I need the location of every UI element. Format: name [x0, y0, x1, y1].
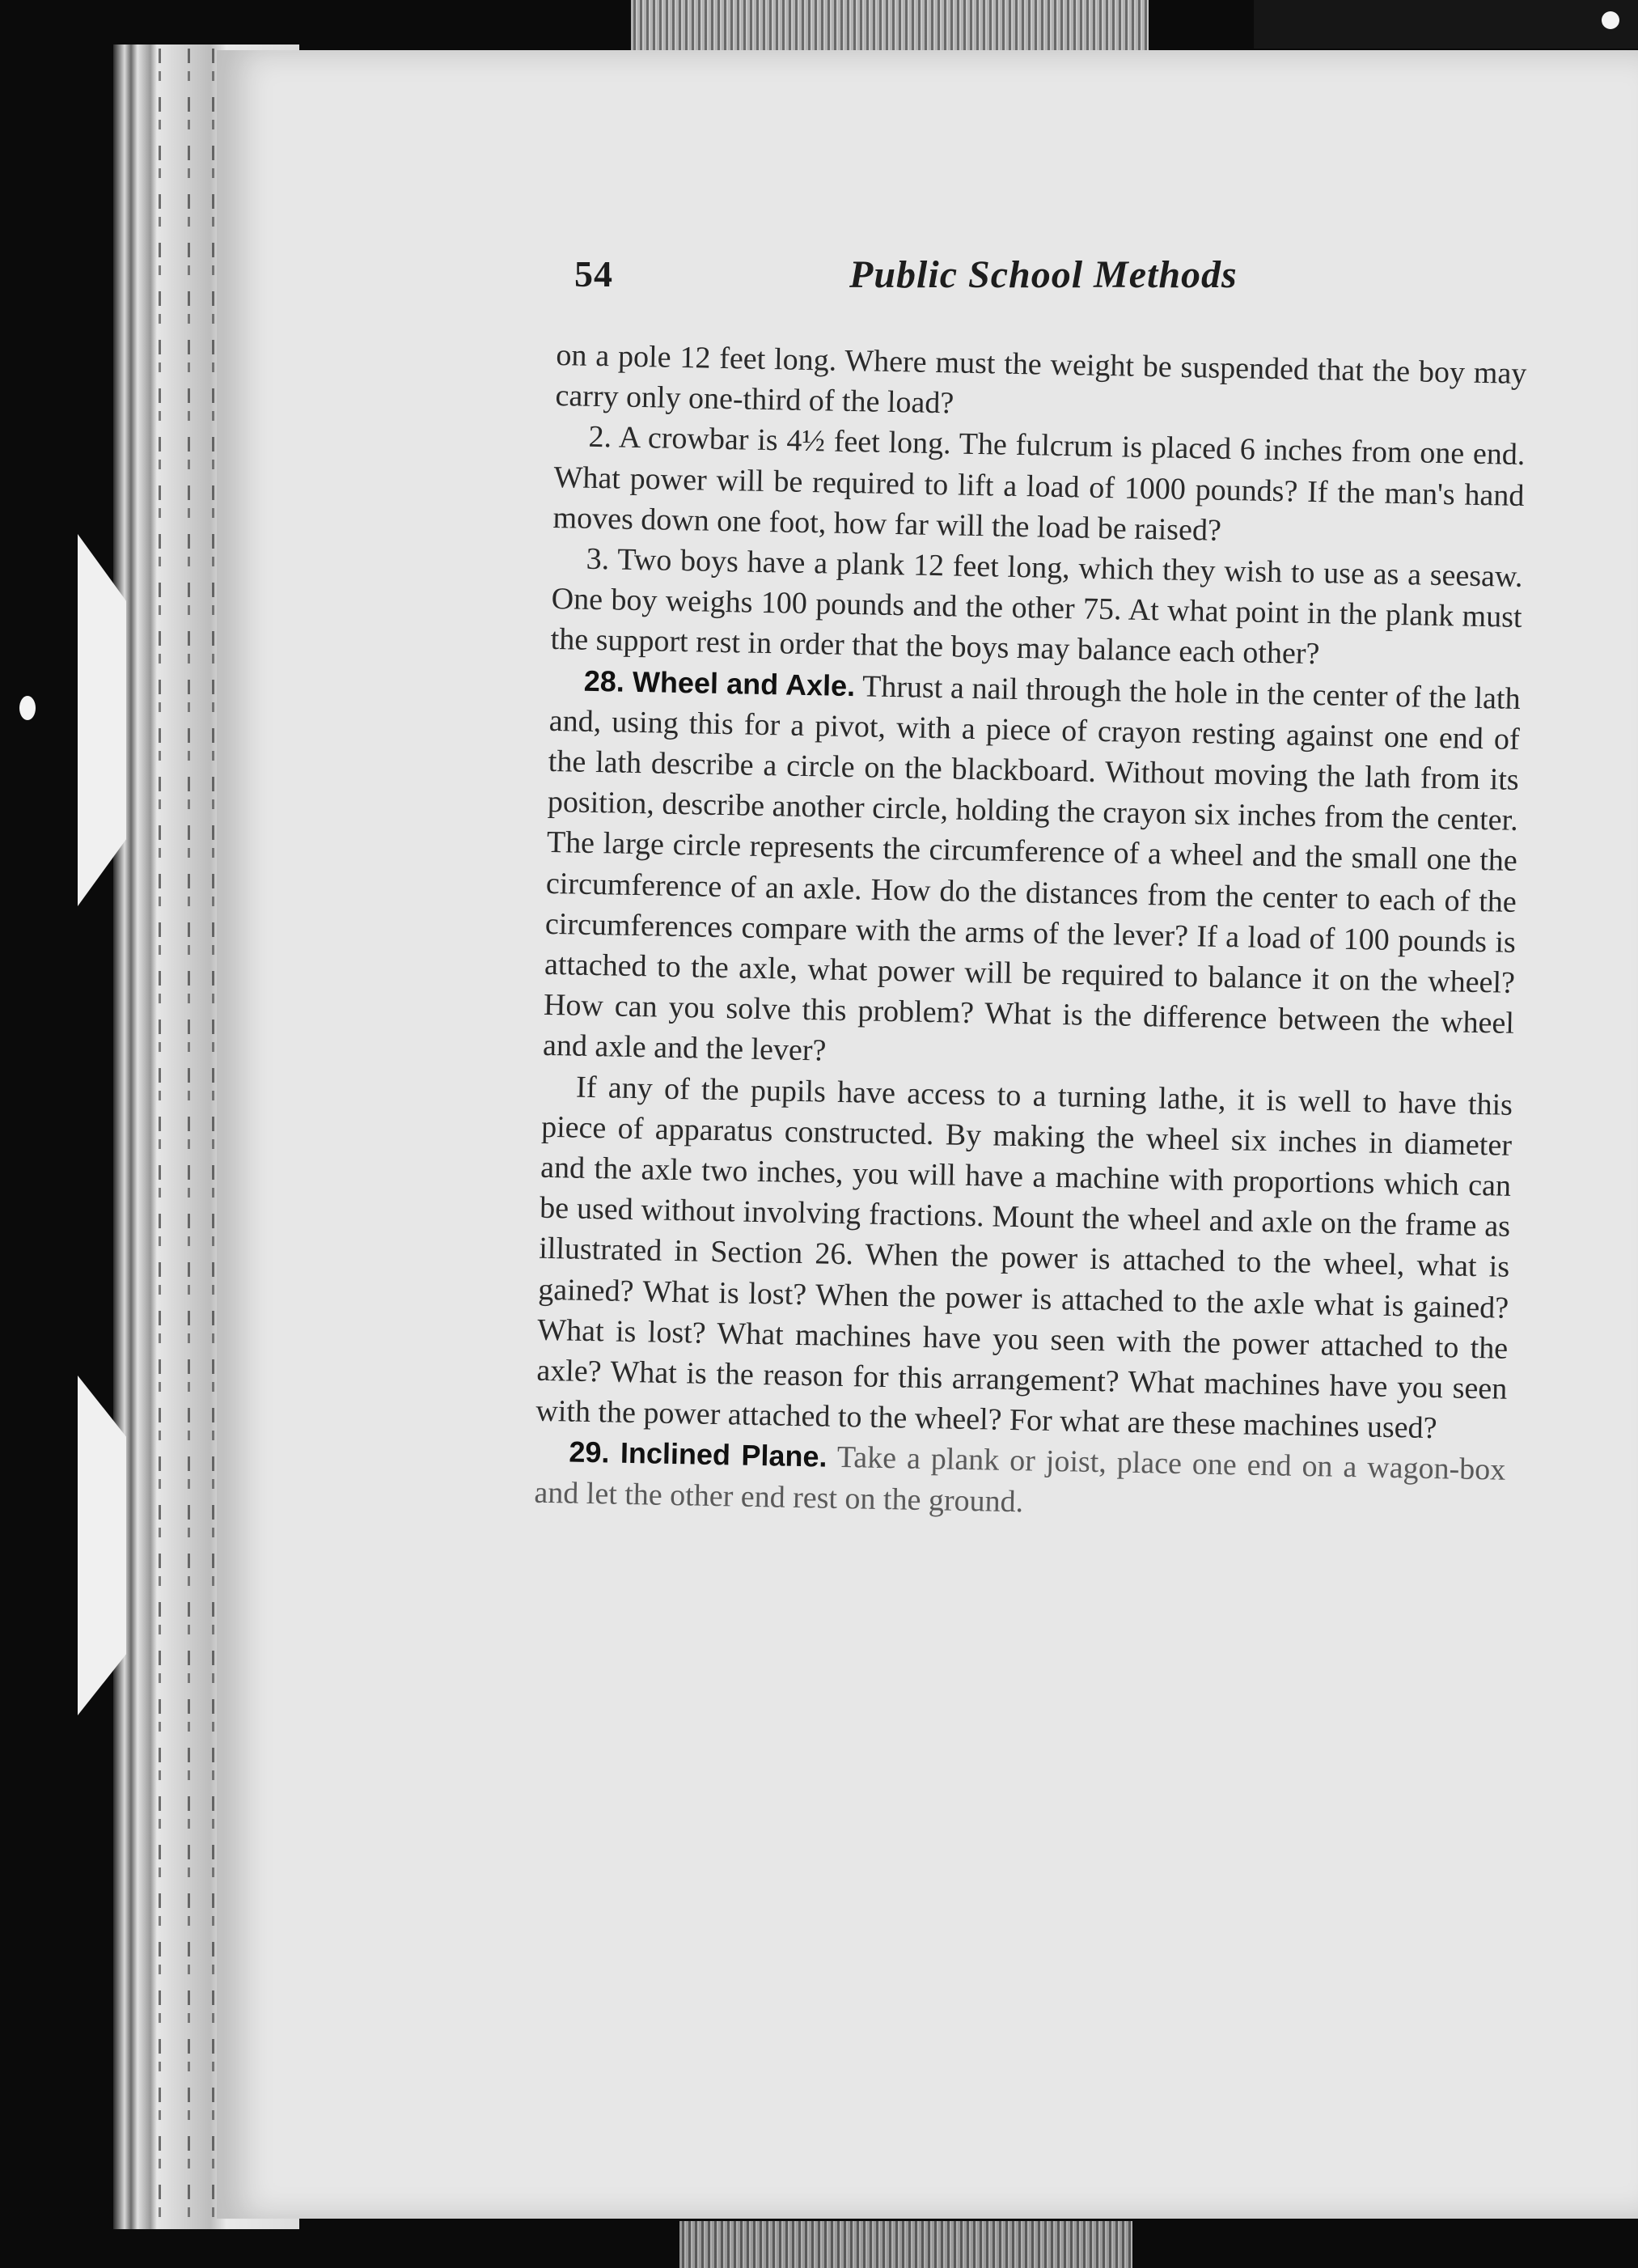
- page-header: [574, 252, 1545, 309]
- paragraph-text: If any of the pupils have access to a turning lathe, it is well to have this piece of apparatus constructed. By making the wheel six inches in diameter and the axle two inches, you will have a machine with proportions which can be used without involving fractions. Mount the wheel and axle on the frame as illustrated in Section 26. When the power is attached to the wheel, what is gained? What is lost? When the power is attached to the axle what is gained? What is lost? What machines have you seen with the power attached to the axle? What is the reason for this arrangement? What machines have you seen with the power attached to the wheel? For what are these machines used?: [535, 1070, 1513, 1446]
- section-heading: 28. Wheel and Axle.: [583, 663, 856, 702]
- paragraph: [552, 416, 1526, 557]
- paragraph-text: 3. Two boys have a plank 12 feet long, which they wish to use as a seesaw. One boy weighs 100 pounds and the other 75. At what point in the plank must the support rest in order that the boys may balance each other?: [550, 541, 1523, 672]
- page-body: [534, 335, 1527, 1532]
- paragraph-text: 2. A crowbar is 4½ feet long. The fulcrum is placed 6 inches from one end. What power will be required to lift a load of 1000 pounds? If the man's hand moves down one foot, how far will the load be raised?: [552, 420, 1526, 548]
- paragraph-text: on a pole 12 feet long. Where must the weight be suspended that the boy may carry only one-third of the load?: [555, 337, 1527, 421]
- paragraph: [535, 1066, 1513, 1450]
- page-edge-line: [188, 49, 190, 2217]
- page-number: 54: [574, 253, 613, 295]
- paragraph-text: Thrust a nail through the hole in the center of the lath and, using this for a pivot, with a piece of crayon resting against one end of the lath describe a circle on the blackboard. Without moving the lath from its position, describe another circle, holding the crayon six inches from the center. The large circle represents the circumference of a wheel and the small one the circumference of an axle. How do the distances from the center to each of the circumferences compare with the arms of the lever? If a load of 100 pounds is attached to the axle, what power will be required to balance it on the wheel? How can you solve this problem? What is the difference between the wheel and axle and the lever?: [542, 668, 1521, 1069]
- paragraph: [550, 538, 1523, 679]
- section-heading: 29. Inclined Plane.: [569, 1435, 827, 1474]
- section-paragraph: [543, 660, 1521, 1085]
- scan-edge-top: [1254, 0, 1638, 49]
- paragraph-text: Take a plank or joist, place one end on a wagon-box and let the other end rest on the ground.: [534, 1440, 1506, 1520]
- page-edge-line: [159, 49, 161, 2217]
- running-title: Public School Methods: [849, 253, 1238, 296]
- binding-fabric-top: [631, 0, 1149, 50]
- binding-fabric-bottom: [679, 2221, 1132, 2268]
- scan-speck: [1602, 11, 1619, 29]
- page-edge-line: [212, 49, 214, 2217]
- scan-speck: [19, 696, 36, 720]
